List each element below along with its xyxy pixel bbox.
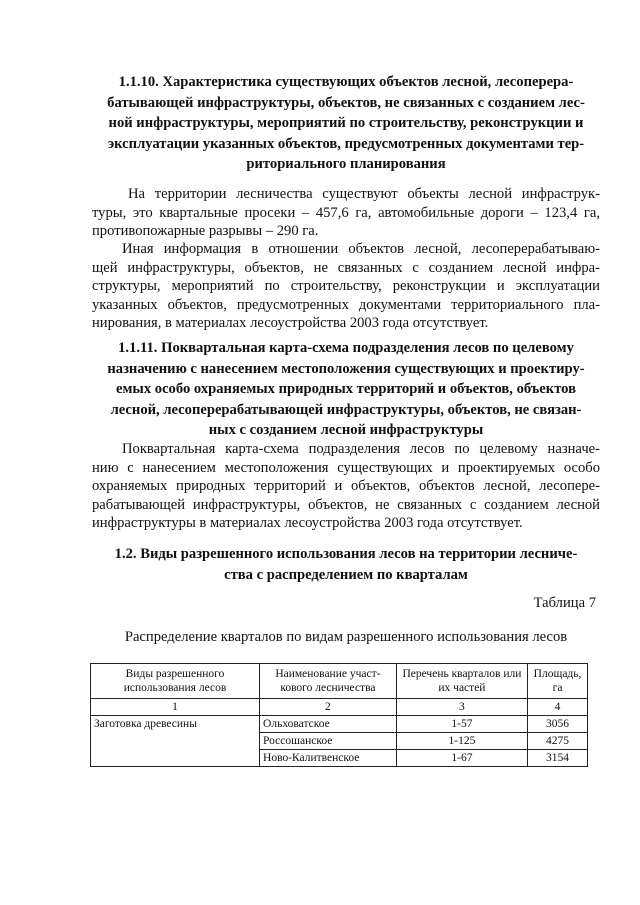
paragraph-line: противопожарные разрывы – 290 га. [92, 223, 319, 240]
paragraph-line: щей инфраструктуры, объектов, не связанных с созданием лесной инфра- [92, 259, 600, 276]
header-use-types: Виды разрешенного использования лесов [91, 664, 260, 699]
column-number: 3 [396, 699, 527, 716]
header-area: Площадь, га [528, 664, 588, 699]
area-cell: 4275 [528, 733, 588, 750]
heading-line: лесной, лесоперерабатывающей инфраструктуры, объектов, не связан- [110, 401, 582, 418]
heading-1-2 [92, 544, 600, 585]
quarters-cell: 1-125 [396, 733, 527, 750]
quarters-cell: 1-57 [396, 716, 527, 733]
paragraph-line: указанных объектов, предусмотренных документами территориального пла- [92, 296, 600, 313]
heading-1-1-10 [92, 72, 600, 175]
paragraph-line: Иная информация в отношении объектов лесной, лесоперерабатываю- [122, 241, 600, 257]
paragraph-line: Поквартальная карта-схема подразделения лесов по целевому назначе- [122, 441, 600, 457]
heading-line: назначению с нанесением местоположения существующих и проектиру- [107, 360, 585, 377]
paragraph-line: охраняемых природных территорий и объектов, объектов лесной, лесопере- [92, 478, 600, 495]
heading-line: 1.1.10. Характеристика существующих объектов лесной, лесоперера- [118, 74, 574, 90]
paragraph-line: нирования, в материалах лесоустройства 2003 года отсутствует. [92, 315, 489, 332]
table-caption: Распределение кварталов по видам разрешенного использования лесов [124, 629, 568, 645]
table-header-row [91, 664, 588, 699]
use-types-table [90, 663, 588, 767]
area-cell: 3154 [528, 750, 588, 767]
forestry-cell: Ново-Калитвенское [260, 750, 397, 767]
paragraph-line: рабатывающей инфраструктуры, объектов, не связанных с созданием лесной [92, 496, 600, 513]
column-number: 2 [260, 699, 397, 716]
table-column-numbers-row [91, 699, 588, 716]
heading-line: 1.1.11. Поквартальная карта-схема подразделения лесов по целевому [118, 340, 574, 356]
column-number: 4 [528, 699, 588, 716]
quarters-cell: 1-67 [396, 750, 527, 767]
heading-1-1-11 [92, 338, 600, 441]
heading-line: эксплуатации указанных объектов, предусмотренных документами тер- [107, 135, 585, 152]
column-number: 1 [91, 699, 260, 716]
paragraph-line: На территории лесничества существуют объекты лесной инфраструк- [128, 186, 600, 202]
heading-line: емых особо охраняемых природных территорий и объектов, объектов [116, 381, 576, 397]
heading-line: батывающей инфраструктуры, объектов, не связанных с созданием лес- [107, 94, 585, 111]
header-quarters-list: Перечень кварталов или их частей [396, 664, 527, 699]
header-forestry-name: Наименование участ-кового лесничества [260, 664, 397, 699]
paragraph-other-info [92, 240, 600, 333]
forestry-cell: Ольховатское [260, 716, 397, 733]
paragraph-infrastructure [92, 185, 600, 241]
forestry-cell: Россошанское [260, 733, 397, 750]
paragraph-line: туры, это квартальные просеки – 457,6 га, автомобильные дороги – 123,4 га, [92, 204, 600, 221]
heading-line: 1.2. Виды разрешенного использования лесов на территории лесниче- [114, 546, 578, 562]
table-number-label: Таблица 7 [533, 595, 596, 611]
paragraph-line: инфраструктуры в материалах лесоустройства 2003 года отсутствует. [92, 515, 523, 532]
heading-line: ных с созданием лесной инфраструктуры [208, 422, 484, 438]
area-cell: 3056 [528, 716, 588, 733]
heading-line: ной инфраструктуры, мероприятий по строительству, реконструкции и [108, 115, 584, 131]
paragraph-line: структуры, мероприятий по строительству, реконструкции и эксплуатации [92, 278, 600, 295]
heading-line: риториального планирования [246, 156, 446, 172]
table-row [91, 716, 588, 733]
heading-line: ства с распределением по кварталам [224, 566, 468, 583]
use-type-cell: Заготовка древесины [91, 716, 260, 767]
paragraph-map-scheme [92, 440, 600, 533]
paragraph-line: нию с нанесением местоположения существующих и проектируемых особо [92, 459, 600, 476]
